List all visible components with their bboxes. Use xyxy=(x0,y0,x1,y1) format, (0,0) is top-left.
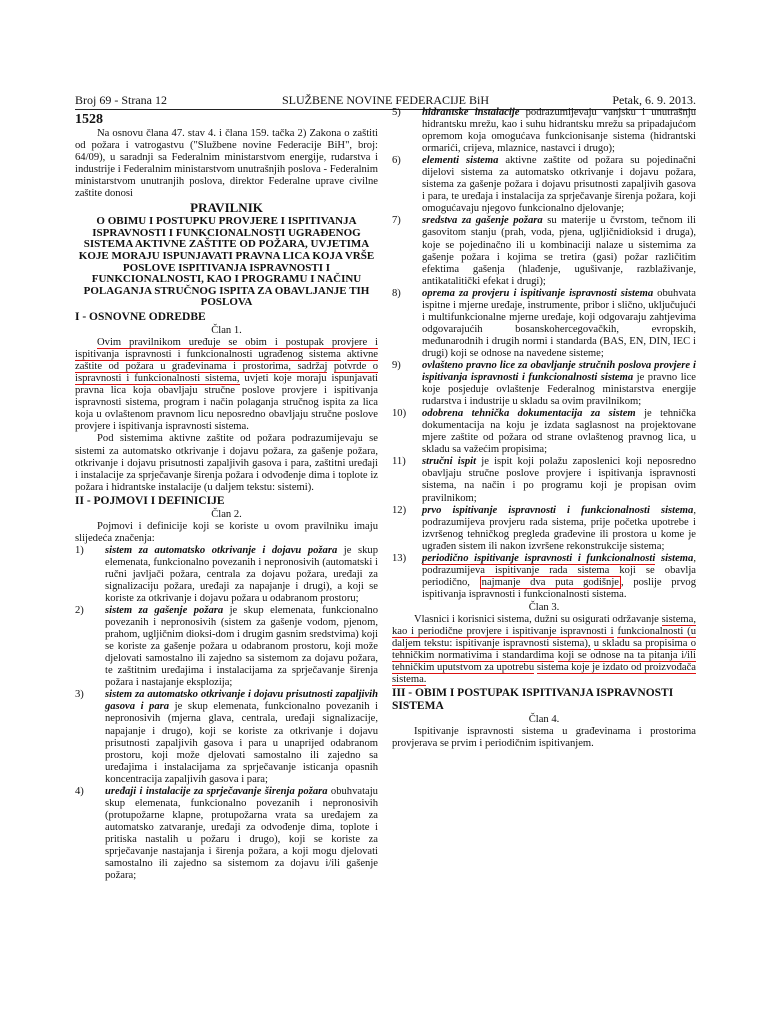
definition-item xyxy=(392,360,696,408)
article-3-paragraph xyxy=(392,614,696,686)
term: sredstva za gašenje požara xyxy=(422,215,543,227)
definition-item xyxy=(392,288,696,360)
item-number: 12) xyxy=(392,504,407,516)
section-heading-3: III - OBIM I POSTUPAK ISPITIVANJA ISPRAVNOSTI SISTEMA xyxy=(392,687,674,713)
definition-text: su materije u čvrstom, tečnom ili gasovitom stanju (prah, voda, pjena, ugljičnidioksid i druga), koje se pojedinačno ili u kombinaciji nalaze u sistemima za gašenje požara i kojima se tretira (gasi) požar različitim efektima gašenja (hlađenje, ugušivanje, razblaživanje, antikatalitički efekat i drugi); xyxy=(422,215,696,287)
article-heading-2: Član 2. xyxy=(211,508,242,520)
item-number: 7) xyxy=(392,215,401,227)
definition-text: , poslije prvog ispitivanja ispravnosti i funkcionalnosti sistema. xyxy=(422,576,696,600)
item-number: 10) xyxy=(392,408,407,420)
definition-text: je skup elemenata, funkcionalno povezanih i nepronosivih (sistem za gašenje vodom, pjenom, prahom, ugljičnim dioksi-dom i drugim gasnim sredstvima) koji se koriste za gašenje požara u odabranom prostoru, koji može djelovati samostalno ili zajedno sa sistemom za dojavu požara, te zaštitnim uređajima i instalacijama za sprječavanje širenja požara i nastajanje eksplozija; xyxy=(105,605,379,689)
highlight-underline: potvrde o ispravnosti i funkcionalnosti sistema, xyxy=(75,361,379,385)
highlight-underline: ispitivanja ispravnosti i funkcionalnosti ugrađenog sistema xyxy=(75,349,341,361)
item-number: 6) xyxy=(392,155,401,167)
term: sistema xyxy=(660,552,694,564)
highlight-underline: u skladu sa propisima o tehničkim normativima i standardima xyxy=(392,638,697,662)
article-1-text: uvjeti koje moraju ispunjavati pravna lica koja obavljaju stručne poslove provjere i ispitivanja ispravnosti sistema, program i način polaganja stručnog ispita za lica koja u ovlaštenom pravnom licu neposredno obavljaju stručne poslove provjere i ispitivanja ispravnosti sistema. xyxy=(75,373,378,433)
publication-title: SLUŽBENE NOVINE FEDERACIJE BiH xyxy=(282,93,489,107)
term: stručni ispit xyxy=(422,456,477,468)
item-number: 2) xyxy=(75,605,84,617)
item-number: 8) xyxy=(392,287,401,299)
highlight-underline: periodično ispitivanje ispravnosti i funkcionalnosti xyxy=(422,552,656,564)
definition-text: je tehnička dokumentacija na koju je izdata saglasnost na projektovane mjere zaštite od požara od strane ovlaštenog pravnog lica, u skladu sa važećim propisima; xyxy=(422,408,697,456)
definition-item xyxy=(392,155,696,215)
highlight-underline: sistema koje je izdato od proizvođača sistema. xyxy=(392,662,697,686)
item-number: 13) xyxy=(392,552,407,564)
article-heading-4: Član 4. xyxy=(528,714,560,726)
term: sistem za automatsko otkrivanje i dojavu požara xyxy=(105,544,338,556)
highlight-box: najmanje dva puta godišnje xyxy=(481,576,619,588)
article-heading-3: Član 3. xyxy=(528,601,560,613)
definition-text: aktivne zaštite od požara su pojedinačni dijelovi sistema za automatsko otkrivanje i dojavu požara, sistema za gašenje požara i dojavu prisutnosti zapaljivih gasova i para, te uređaja i instalacija za sprječavanje širenja požara, koji omogućavaju njegovo funkcionalno djelovanje; xyxy=(422,155,696,215)
definition-text: podrazumijevaju vanjsku i unutrašnju hidrantsku mrežu, kao i suhu hidrantsku mrežu sa pripadajućom opremom koja omogućava funkcionisanje sistema (hidrantski ormarići, crijeva, mlaznice, nastavci i drugo); xyxy=(422,107,697,155)
issue-date: Petak, 6. 9. 2013. xyxy=(612,93,696,107)
term: odobrena tehnička dokumentacija za sistem xyxy=(422,408,636,420)
item-number: 3) xyxy=(75,689,84,701)
right-column xyxy=(392,107,696,750)
item-number: 9) xyxy=(392,359,401,371)
definition-item xyxy=(75,786,378,882)
definition-text: je pravno lice koje posjeduje ovlaštenje Federalnog ministarstva energije rudarstva i industrije u skladu sa ovim pravilnikom; xyxy=(422,372,696,408)
definition-item xyxy=(75,689,378,785)
definition-item xyxy=(392,553,696,601)
item-number: 1) xyxy=(75,544,84,556)
highlight-underline: sistema, kao i periodične provjere i ispitivanje ispravnosti i xyxy=(392,613,696,638)
definition-item xyxy=(392,107,696,155)
item-number: 11) xyxy=(392,456,406,468)
article-4-paragraph: Ispitivanje ispravnosti sistema u građevinama i prostorima provjerava se prvim i periodičnim ispitivanjem. xyxy=(392,726,696,750)
term: sistem za gašenje požara xyxy=(105,605,224,617)
term: sistem za automatsko otkrivanje i dojavu prisutnosti zapaljivih gasova i para xyxy=(105,689,378,713)
highlight-underline: koji se odnose na ta pitanja i/ili tehničkim uputstvom za upotrebu xyxy=(392,650,696,674)
definition-item xyxy=(75,605,378,689)
term: hidrantske instalacije xyxy=(422,107,520,118)
item-number: 5) xyxy=(392,107,401,118)
item-number: 4) xyxy=(75,785,84,797)
definition-text: je ispit koji polažu zaposlenici koji neposredno obavljaju stručne poslove provjere i ispitivanja ispravnosti sistema, na način i po programu koji je propisan ovim pravilnikom; xyxy=(422,456,696,504)
term: ovlašteno pravno lice za obavljanje stručnih poslova provjere i ispitivanja ispravnosti i funkcionalnosti sistema xyxy=(422,359,696,384)
term: elementi sistema xyxy=(422,155,499,167)
definition-text: je skup elemenata, funkcionalno povezanih i nepronosivih (mjerna glava, centrala, uređaji signalizacije, napajanje i drugo), koji se koriste za otkrivanje i dojavu prisutnosti zapaljivih gasova i para u unaprijed odabranom prostoru, koji može djelovati samostalno ili zajedno sa uređajima i instalacijama za sprječavanje isticanja opasnih koncentracija zapaljivih gasova i para; xyxy=(105,701,378,785)
document-number: 1528 xyxy=(75,112,103,127)
definition-item xyxy=(392,215,696,287)
section-heading-2: II - POJMOVI I DEFINICIJE xyxy=(75,494,225,507)
definition-text: obuhvata ispitne i mjerne uređaje, instrumente, pribor i slično, uključujući i multifunkcionalne mjerne uređaje, koji odgovaraju zahtjevima odgovarajućih bosanskohercegovačkih, evropskih, međunarodnih i drugih normi i standarda (BAS, EN, DIN, IEC i drugi) koji se odnose na navedene sisteme; xyxy=(422,287,697,359)
section-heading-1: I - OSNOVNE ODREDBE xyxy=(75,311,206,324)
definition-item xyxy=(75,545,378,605)
article-1-paragraph-1 xyxy=(75,337,378,433)
article-heading-1: Član 1. xyxy=(211,325,242,337)
article-1-paragraph-2: Pod sistemima aktivne zaštite od požara podrazumijevaju se sistemi za automatsko otkrivanje i dojavu požara, za gašenje požara, otkrivanje i dojavu prisutnosti zapaljivih gasova i para, zaštitni uređaji i instalacije za sprječavanje širenja požara i odvođenje dima i toplote iz požara i hidrantske instalacije (u daljem tekstu: sistemi). xyxy=(75,433,378,493)
document-title: PRAVILNIK xyxy=(190,200,263,216)
definition-text: je skup elemenata, funkcionalno povezanih i nepronosivih (automatski i ručni javljači požara, centrala za dojavu požara, uređaji za signalizaciju požara, uređaji za napajanje i drugi), a koji se koriste za otkrivanje i dojavu požara u odabranom prostoru; xyxy=(105,544,378,605)
definition-item xyxy=(392,456,696,504)
definition-text: obuhvataju skup elemenata, funkcionalno povezanih i nepronosivih (protupožarne klapne, protupožarna vrata sa uređajem za automatsko zatvaranje, uređaji za odvođenje dima, toplote i pritiska nastalih u požaru i drugo), koji se koriste za sprječavanje nastajanja i širenja požara, a koji mogu djelovati samostalno ili zajedno sa sistemom za dojavu i/ili gašenje požara; xyxy=(105,785,378,882)
document-subtitle: O OBIMU I POSTUPKU PROVJERE I ISPITIVANJA ISPRAVNOSTI I FUNKCIONALNOSTI UGRAĐENOG SISTEMA AKTIVNE ZAŠTITE OD POŽARA, UVJETIMA KOJE MORAJU ISPUNJAVATI PRAVNA LICA KOJA VRŠE POSLOVE ISPITIVANJA ISPRAVNOSTI I FUNKCIONALNOSTI, KAO I PROGRAMU I NAČINU POLAGANJA STRUČNOG ISPITA ZA OBAVLJANJE TIH POSLOVA xyxy=(78,215,375,309)
definition-item xyxy=(392,505,696,553)
article-3-text: Vlasnici i korisnici sistema, dužni su osigurati održavanje xyxy=(414,613,659,625)
left-column xyxy=(75,110,378,882)
highlight-underline: funkcionalnosti (u daljem tekstu: ispitivanje ispravnosti sistema), xyxy=(392,626,697,650)
term: uređaji i instalacije za sprječavanje širenja požara xyxy=(105,785,328,797)
term: oprema za provjeru i ispitivanje ispravnosti sistema xyxy=(422,287,654,299)
highlight-underline: aktivne zaštite od požara u građevinama i prostorima, sadržaj xyxy=(75,349,378,373)
highlight-underline: Ovim pravilnikom uređuje se obim i postupak provjere i xyxy=(97,337,378,349)
article-2-intro: Pojmovi i definicije koji se koriste u ovom pravilniku imaju slijedeća značenja: xyxy=(75,520,378,544)
definition-item xyxy=(392,408,696,456)
term: prvo ispitivanje ispravnosti i funkcionalnosti sistema xyxy=(422,504,694,516)
definition-text: , podrazumijeva ispitivanje rada sistema koji se obavlja periodično, xyxy=(422,552,696,588)
issue-number: Broj 69 - Strana 12 xyxy=(75,93,167,107)
preamble: Na osnovu člana 47. stav 4. i člana 159. tačka 2) Zakona o zaštiti od požara i vatrogastvu ("Službene novine Federacije BiH", broj: 64/09), u saradnji sa Federalnim ministarstvom energije, rudarstva i industrije i Federalnim ministarstvom unutrašnjih poslova - Federalnim ministarstvom unutranjih poslova, direktor Federalne uprave civilne zaštite donosi xyxy=(75,128,378,200)
definition-text: , podrazumijeva provjeru rada sistema, prije početka upotrebe i izvršenog tehničkog pregleda građevine ili prostora u kome je ugrađen sistem ili nakon izvršene rekonstrukcije sistema; xyxy=(422,504,696,552)
